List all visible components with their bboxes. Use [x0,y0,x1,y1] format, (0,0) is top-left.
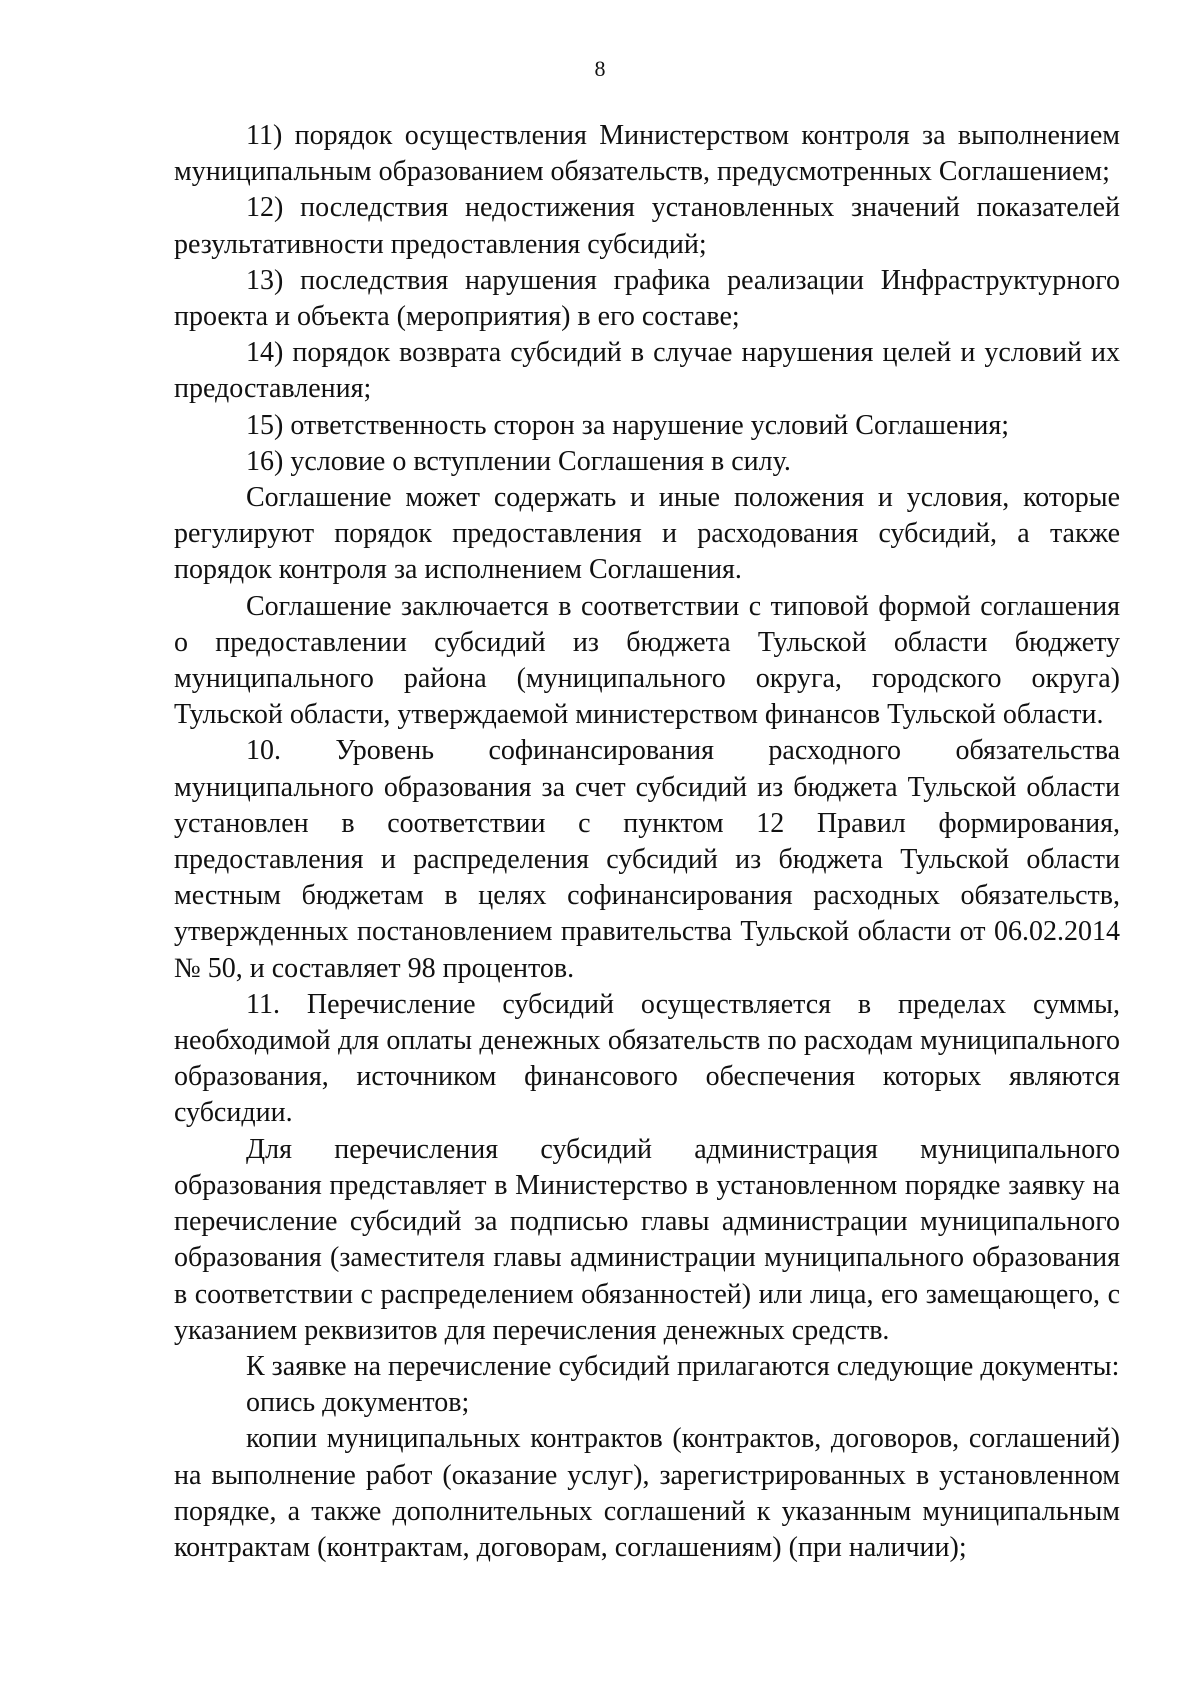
paragraph-item-11: 11) порядок осуществления Министерством контроля за выполнением муниципальным образованием обязательств, предусмотренных Соглашением; [174,120,1120,188]
paragraph-agreement-standard-form: Соглашение заключается в соответствии с типовой формой соглашения о предоставлении субсидий из бюджета Тульской области бюджету муниципального района (муниципального округа, городского округа) Тульской области, утверждаемой министерством финансов Тульской области. [174,590,1120,731]
paragraph-item-15: 15) ответственность сторон за нарушение условий Соглашения; [246,409,1010,441]
paragraph-contract-copies: копии муниципальных контрактов (контрактов, договоров, соглашений) на выполнение работ (оказание услуг), зарегистрированных в установленном порядке, а также дополнительных соглашений к указанным муниципальным контрактам (контрактам, договорам, соглашениям) (при наличии); [174,1423,1120,1563]
page-number: 8 [594,56,606,81]
paragraph-item-12: 12) последствия недостижения установленных значений показателей результативности предоставления субсидий; [174,192,1120,260]
paragraph-document-inventory: опись документов; [246,1387,470,1419]
paragraph-item-14: 14) порядок возврата субсидий в случае нарушения целей и условий их предоставления; [174,337,1120,405]
paragraph-transfer-request: Для перечисления субсидий администрация муниципального образования представляет в Министерство в установленном порядке заявку на перечисление субсидий за подписью главы администрации муниципального образования (заместителя главы администрации муниципального образования в соответствии с распределением обязанностей) или лица, его замещающего, с указанием реквизитов для перечисления денежных средств. [174,1133,1120,1346]
paragraph-item-13: 13) последствия нарушения графика реализации Инфраструктурного проекта и объекта (мероприятия) в его составе; [174,264,1120,333]
paragraph-agreement-other-provisions: Соглашение может содержать и иные положения и условия, которые регулируют порядок предоставления и расходования субсидий, а также порядок контроля за исполнением Соглашения. [174,482,1120,586]
document-body [174,118,1120,1566]
paragraph-clause-11: 11. Перечисление субсидий осуществляется в пределах суммы, необходимой для оплаты денежных обязательств по расходам муниципального образования, источником финансового обеспечения которых являются субсидии. [174,988,1120,1129]
paragraph-item-16: 16) условие о вступлении Соглашения в силу. [246,445,791,477]
paragraph-clause-10: 10. Уровень софинансирования расходного обязательства муниципального образования за счет субсидий из бюджета Тульской области установлен в соответствии с пунктом 12 Правил формирования, предоставления и распределения субсидий из бюджета Тульской области местным бюджетам в целях софинансирования расходных обязательств, утвержденных постановлением правительства Тульской области от 06.02.2014 № 50, и составляет 98 процентов. [174,735,1120,984]
paragraph-attached-documents: К заявке на перечисление субсидий прилагаются следующие документы: [246,1350,1120,1382]
